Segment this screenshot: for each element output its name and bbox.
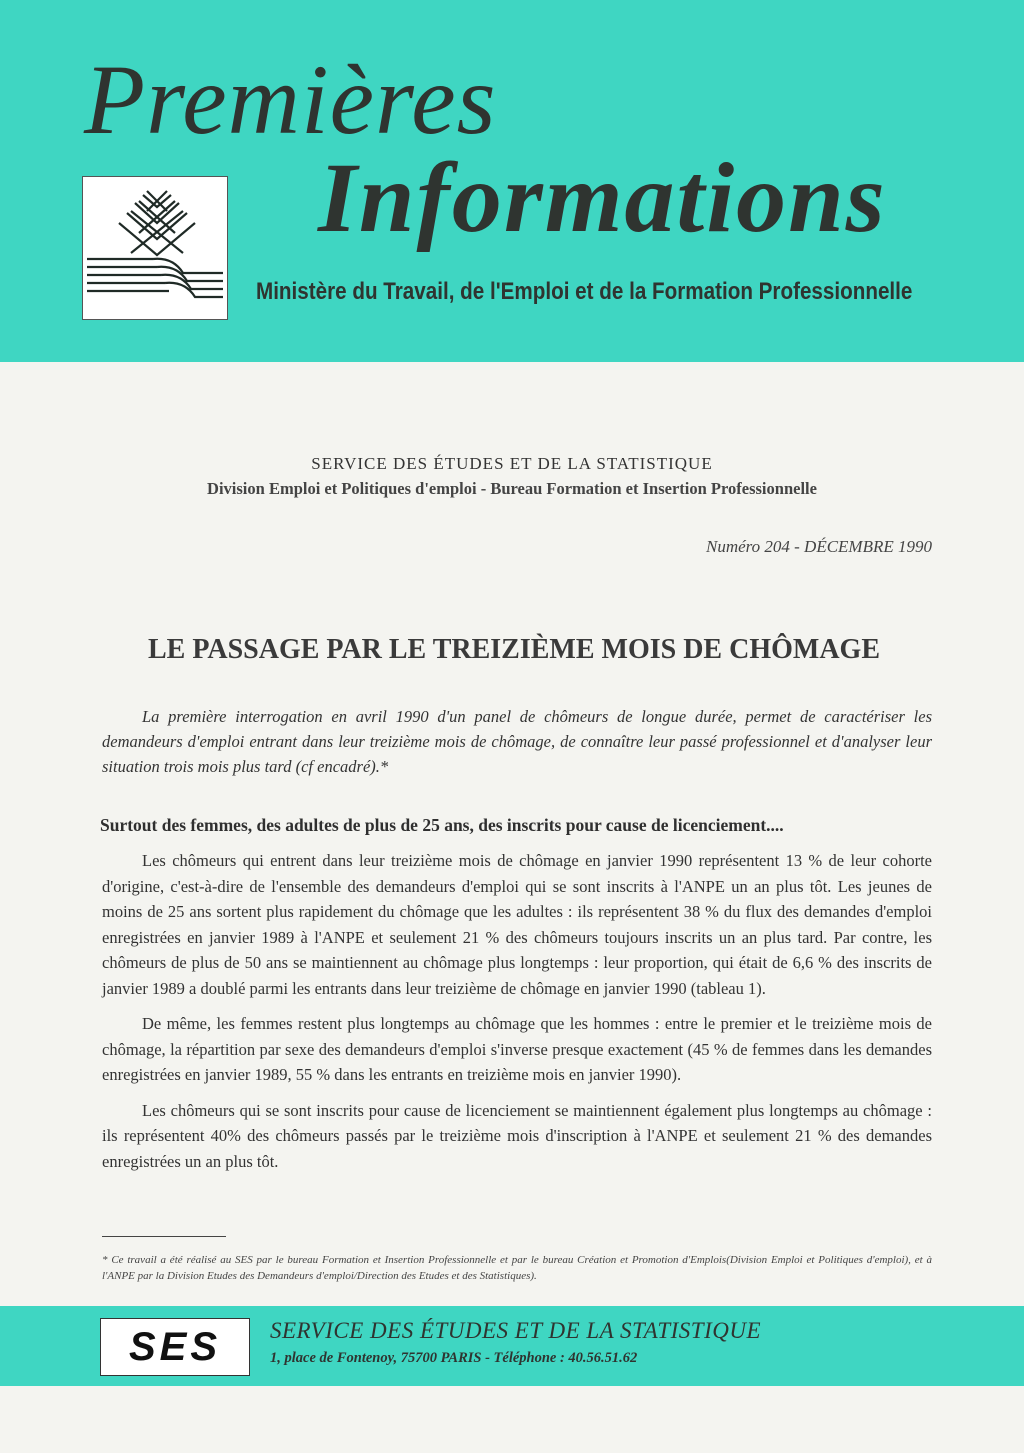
- ministry-logo-icon: [83, 177, 227, 319]
- section-subhead: Surtout des femmes, des adultes de plus de 25 ans, des inscrits pour cause de licenciement....: [100, 815, 784, 835]
- masthead-title-line2: Informations: [318, 142, 887, 253]
- article-title: LE PASSAGE PAR LE TREIZIÈME MOIS DE CHÔMAGE: [147, 634, 880, 665]
- body-paragraph: De même, les femmes restent plus longtemps au chômage que les hommes : entre le premier et le treizième mois de chômage, la répartition par sexe des demandeurs d'emploi s'inverse presque exactement (45 % de femmes dans les demandes enregistrées en janvier 1989, 55 % dans les entrants en treizième mois en janvier 1990).: [102, 1014, 932, 1084]
- division-line: Division Emploi et Politiques d'emploi - Bureau Formation et Insertion Professionnelle: [207, 479, 817, 498]
- footnote-divider: [102, 1236, 226, 1237]
- header-band: [0, 0, 1024, 362]
- footnote: * Ce travail a été réalisé au SES par le bureau Formation et Insertion Professionnelle et par le bureau Création et Promotion d'Emplois(Division Emploi et Politiques d'emploi), et à l'ANPE par la Division Etudes des Demandeurs d'emploi/Direction des Etudes et des Statistiques).: [102, 1254, 932, 1282]
- ministry-name: Ministère du Travail, de l'Emploi et de la Formation Professionnelle: [256, 278, 913, 305]
- ministry-logo: [82, 176, 228, 320]
- body-paragraph: Les chômeurs qui entrent dans leur treizième mois de chômage en janvier 1990 représentent 13 % de leur cohorte d'origine, c'est-à-dire de l'ensemble des demandeurs d'emploi qui se sont inscrits à l'ANPE un an plus tôt. Les jeunes de moins de 25 ans sortent plus rapidement du chômage que les adultes : ils représentent 38 % du flux des demandes d'emploi enregistrées en janvier 1989 à l'ANPE et seulement 21 % des chômeurs toujours inscrits un an plus tard. Par contre, les chômeurs de plus de 50 ans se maintiennent au chômage plus longtemps : leur proportion, qui était de 6,6 % des inscrits de janvier 1989 a doublé parmi les entrants dans leur treizième de chômage en janvier 1990 (tableau 1).: [102, 851, 932, 998]
- body-paragraph: Les chômeurs qui se sont inscrits pour cause de licenciement se maintiennent également plus longtemps au chômage : ils représentent 40% des chômeurs passés par le treizième mois d'inscription à l'ANPE et seulement 21 % des demandes enregistrées un an plus tôt.: [102, 1100, 932, 1171]
- footer-address: 1, place de Fontenoy, 75700 PARIS - Téléphone : 40.56.51.62: [270, 1350, 638, 1366]
- service-title: SERVICE DES ÉTUDES ET DE LA STATISTIQUE: [311, 454, 713, 473]
- article-lead: La première interrogation en avril 1990 d'un panel de chômeurs de longue durée, permet de caractériser les demandeurs d'emploi entrant dans leur treizième mois de chômage, de connaître leur passé professionnel et d'analyser leur situation trois mois plus tard (cf encadré).*: [102, 707, 932, 776]
- article-body: [102, 848, 932, 1184]
- ses-logo-text: SES: [128, 1325, 222, 1369]
- masthead-title-line1: Premières: [84, 44, 497, 155]
- issue-number: Numéro 204 - DÉCEMBRE 1990: [705, 537, 932, 556]
- ses-logo: [100, 1318, 250, 1376]
- footer-service-name: SERVICE DES ÉTUDES ET DE LA STATISTIQUE: [270, 1318, 762, 1343]
